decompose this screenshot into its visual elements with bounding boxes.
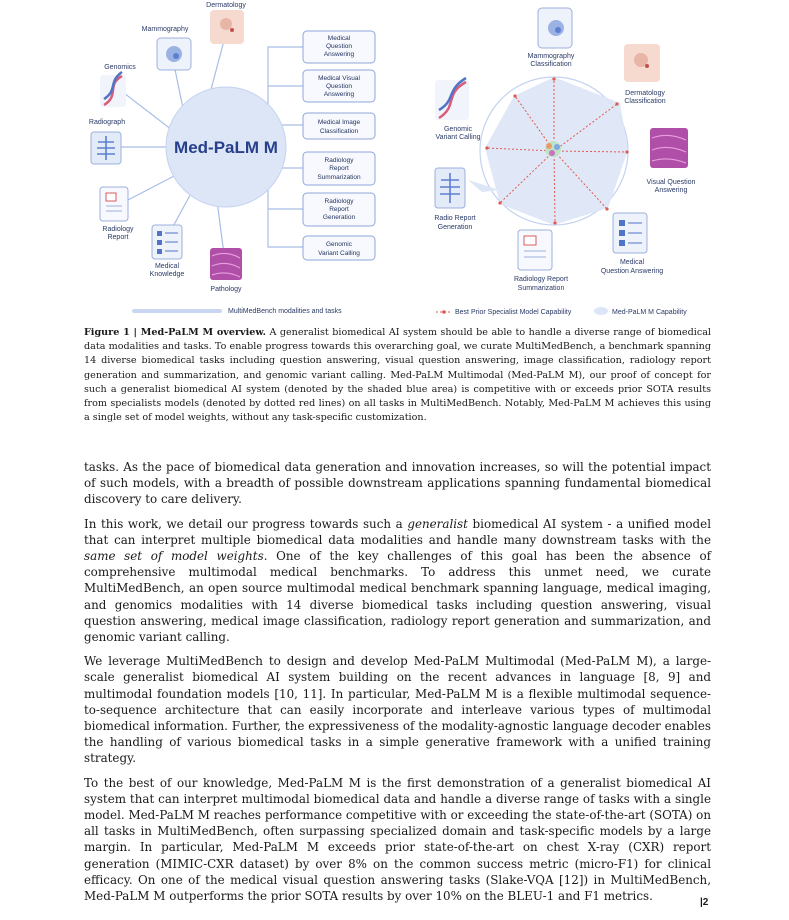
genomic-task-icon: [435, 78, 469, 120]
label-radiology-report-a: Radiology: [102, 226, 134, 233]
legend-multimedbench: MultiMedBench modalities and tasks: [228, 308, 342, 315]
overview-figure: [0, 0, 789, 322]
rt-medqa-b: Question Answering: [600, 268, 664, 275]
mammography-icon: [157, 38, 191, 70]
task-text-2a: Medical Image: [317, 119, 361, 126]
p2-part-b: biomedical AI system - a unified model that can interpret multiple biomedical data modalities and handle many downstream tasks with the: [84, 516, 711, 547]
rt-summ-b: Summarization: [517, 285, 565, 292]
right-panel: [434, 8, 695, 316]
task-text-3b: Report: [329, 165, 349, 172]
genomics-icon: [100, 72, 126, 107]
label-pathology: Pathology: [210, 286, 242, 293]
paragraph-1: tasks. As the pace of biomedical data generation and innovation increases, so will the potential impact of such models, with a breadth of possible downstream applications spanning fundamental biomedical discovery to care delivery.: [84, 460, 711, 507]
dermatology-task-icon: [624, 44, 660, 82]
label-radiology-report-b: Report: [107, 234, 129, 241]
label-medical-knowledge-b: Knowledge: [149, 271, 185, 278]
task-text-0c: Answering: [323, 51, 355, 58]
task-text-3a: Radiology: [324, 157, 354, 164]
label-radiograph: Radiograph: [88, 119, 126, 126]
rt-summ-a: Radiology Report: [513, 276, 569, 283]
rt-genomic-b: Variant Calling: [435, 134, 481, 141]
paragraph-2: [84, 516, 711, 646]
summarization-task-icon: [518, 230, 552, 270]
p2-same-weights: same set of model weights.: [84, 549, 268, 564]
legend-medpalm-text: Med-PaLM M Capability: [612, 309, 687, 316]
rt-derm-a: Dermatology: [625, 90, 665, 97]
label-mammography: Mammography: [141, 26, 189, 33]
rt-derm-b: Classification: [624, 98, 666, 105]
task-text-4c: Generation: [322, 214, 356, 221]
rt-genomic-a: Genomic: [443, 126, 473, 133]
radiology-report-icon: [100, 187, 128, 221]
task-text-4a: Radiology: [324, 198, 354, 205]
rt-radiogen-a: Radio Report: [434, 215, 476, 222]
p2-generalist: generalist: [407, 516, 468, 531]
rt-vqa-b: Answering: [654, 187, 688, 194]
task-text-0a: Medical: [327, 35, 351, 42]
body-text: [84, 459, 711, 912]
p2-part-c: One of the key challenges of this goal has been the absence of comprehensive multimodal medical benchmarks. To address this unmet need, we curate MultiMedBench, an open source multimodal medical benchmark spanning language, medical imaging, and genomics modalities with 14 diverse biomedical tasks including question answering, visual question answering, medical image classification, radiology report generation and summarization, and genomic variant calling.: [84, 549, 712, 645]
task-text-4b: Report: [329, 206, 349, 213]
caption-text: A generalist biomedical AI system should be able to handle a diverse range of biomedical data modalities and tasks. To enable progress towards this overarching goal, we curate MultiMedBench, a benchmark spanning 14 diverse biomedical tasks including question answering, visual question answering, image classification, radiology report generation and summarization, and genomic variant calling. Med-PaLM Multimodal (Med-PaLM M), our proof of concept for such a generalist biomedical AI system (denoted by the shaded blue area) is competitive with or exceeds prior SOTA results from specialists models (denoted by dotted red lines) on all tasks in MultiMedBench. Notably, Med-PaLM M achieves this using a single set of model weights, without any task-specific customization.: [84, 327, 711, 424]
task-text-5b: Variant Calling: [318, 250, 360, 257]
rt-mammo-b: Classification: [530, 61, 572, 68]
mammography-task-icon: [538, 8, 572, 48]
rt-vqa-a: Visual Question: [646, 179, 696, 186]
task-nodes: [303, 31, 375, 260]
paragraph-3: We leverage MultiMedBench to design and develop Med-PaLM Multimodal (Med-PaLM M), a large-scale generalist biomedical AI system building on the recent advances in language [8, 9] and multimodal foundation models [10, 11]. In particular, Med-PaLM M is a flexible multimodal sequence-to-sequence architecture that can easily incorporate and interleave various types of multimodal biomedical information. Further, the expressiveness of the modality-agnostic language decoder enables the handling of various biomedical tasks in a simple generative framework with a unified training strategy.: [84, 654, 711, 766]
center-label: Med-PaLM M: [174, 138, 278, 157]
figure-caption: [84, 326, 711, 425]
legend-specialist-text: Best Prior Specialist Model Capability: [455, 309, 572, 316]
rt-medqa-a: Medical: [619, 259, 645, 266]
p2-part-a: In this work, we detail our progress towards such a: [84, 516, 408, 531]
page-number: |2: [700, 897, 709, 908]
task-text-2b: Classification: [319, 128, 359, 135]
caption-label: Figure 1 | Med-PaLM M overview.: [84, 327, 266, 338]
task-text-1c: Answering: [323, 91, 355, 98]
radiograph-icon: [91, 132, 121, 164]
medical-knowledge-icon: [152, 225, 182, 259]
paragraph-4: To the best of our knowledge, Med-PaLM M is the first demonstration of a generalist biomedical AI system that can interpret multimodal biomedical data and handle a diverse range of tasks with a single model. Med-PaLM M reaches performance competitive with or exceeding the state-of-the-art (SOTA) on all tasks in MultiMedBench, often surpassing specialized domain and task-specific models by a large margin. In particular, Med-PaLM M exceeds prior state-of-the-art on chest X-ray (CXR) report generation (MIMIC-CXR dataset) by over 8% on the common success metric (micro-F1) for clinical efficacy. On one of the medical visual question answering tasks (Slake-VQA [12]) in MultiMedBench, Med-PaLM M outperforms the prior SOTA results by over 10% on the BLEU-1 and F1 metrics.: [84, 775, 711, 904]
pathology-icon: [210, 248, 242, 280]
task-text-0b: Question: [325, 43, 353, 50]
task-text-1a: Medical Visual: [318, 75, 360, 82]
task-text-3c: Summarization: [317, 174, 361, 181]
rt-radiogen-b: Generation: [437, 224, 473, 231]
label-dermatology: Dermatology: [206, 2, 246, 9]
task-text-5a: Genomic: [325, 241, 353, 248]
task-node-classification: [303, 113, 375, 139]
vqa-task-icon: [650, 128, 688, 168]
center-cluster-icon: [545, 141, 561, 157]
dermatology-icon: [210, 10, 244, 44]
legend-specialist: [436, 309, 572, 316]
label-genomics: Genomics: [104, 64, 136, 71]
medqa-task-icon: [613, 213, 647, 253]
legend-medpalm: [594, 307, 687, 316]
task-text-1b: Question: [325, 83, 353, 90]
radio-gen-task-icon: [435, 168, 465, 208]
left-panel: [89, 2, 375, 315]
rt-mammo-a: Mammography: [527, 53, 575, 60]
legend-bar: [132, 309, 222, 313]
label-medical-knowledge-a: Medical: [154, 263, 180, 270]
